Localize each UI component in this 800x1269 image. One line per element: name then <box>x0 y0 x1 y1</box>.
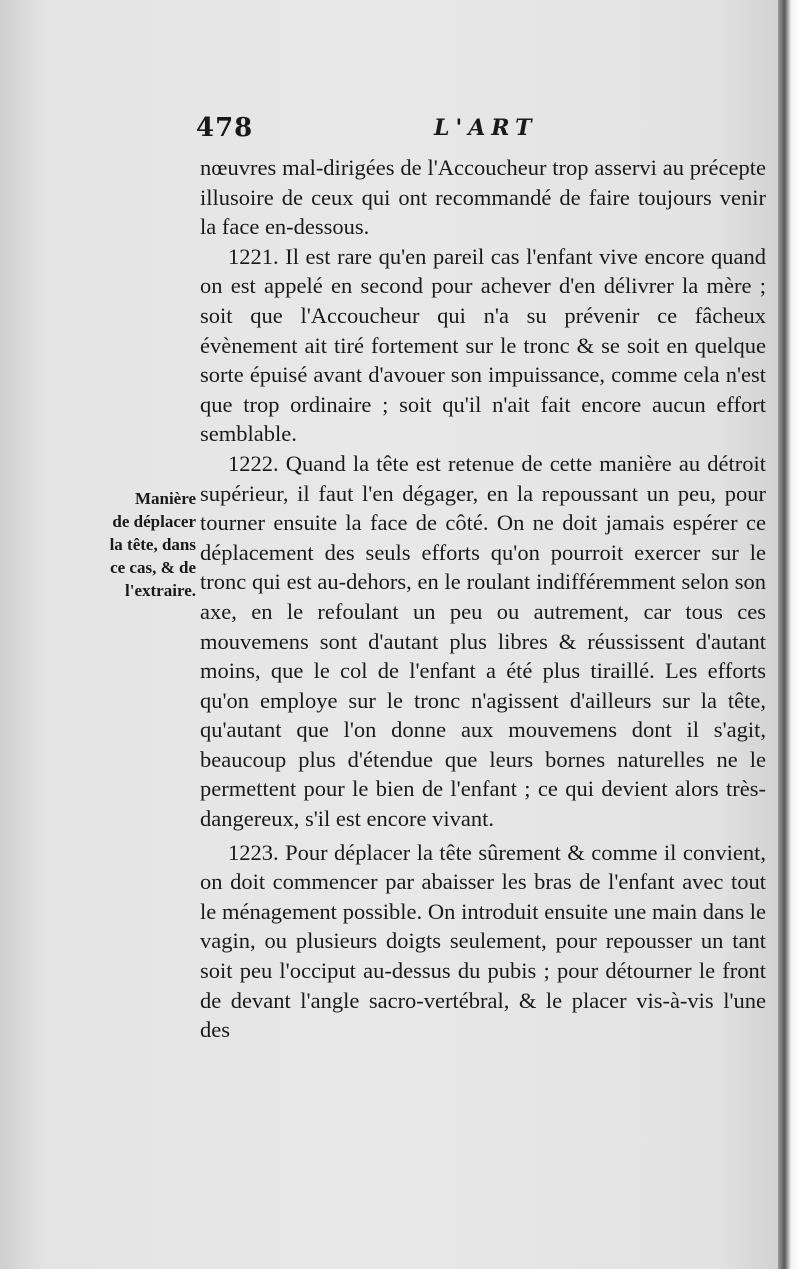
margin-note-line: Manière <box>134 489 196 508</box>
paragraph-continuation: nœuvres mal-dirigées de l'Accoucheur trop asservi au précepte illusoire de ceux qui ont recommandé de faire toujours venir la face en-dessous. <box>200 155 766 240</box>
margin-note-line: l'extraire. <box>125 581 196 600</box>
page-number: 478 <box>196 113 254 143</box>
paragraph-1222: 1222. Quand la tête est retenue de cette manière au détroit supérieur, il faut l'en dégager, en la repoussant un peu, pour tourner ensuite la face de côté. On ne doit jamais espérer ce déplacement des seuls efforts qu'on pourroit exercer sur le tronc qui est au-dehors, en le roulant indifféremment selon son axe, en le refoulant un peu ou autrement, car tous ces mouvemens sont d'autant plus libres & réussissent d'autant moins, que le col de l'enfant a été plus tiraillé. Les efforts qu'on employe sur le tronc n'agissent d'ailleurs sur la tête, qu'autant que l'on donne aux mouvemens dont il s'agit, beaucoup plus d'étendue que leurs bornes naturelles ne le permettent pour le bien de l'enfant ; ce qui devient alors très-dangereux, s'il est encore vivant. <box>200 450 766 832</box>
body-text <box>200 153 766 1045</box>
page-edge <box>778 0 800 1269</box>
paragraph-1221: 1221. Il est rare qu'en pareil cas l'enfant vive encore quand on est appelé en second pour achever d'en délivrer la mère ; soit que l'Accoucheur qui n'a su prévenir ce fâcheux évènement ait tiré fortement sur le tronc & se soit en quelque sorte épuisé avant d'avouer son impuissance, comme cela n'est que trop ordinaire ; soit qu'il n'ait fait encore aucun effort semblable. <box>200 243 766 447</box>
margin-note <box>78 487 196 602</box>
running-head: L'ART <box>434 115 538 141</box>
page-header <box>196 113 766 153</box>
margin-note-line: la tête, dans <box>109 535 196 554</box>
margin-note-line: de déplacer <box>112 512 196 531</box>
paragraph-1223: 1223. Pour déplacer la tête sûrement & comme il convient, on doit commencer par abaisser les bras de l'enfant avec tout le ménagement possible. On introduit ensuite une main dans le vagin, ou plusieurs doigts seulement, pour repousser un tant soit peu l'occiput au-dessus du pubis ; pour détourner le front de devant l'angle sacro-vertébral, & le placer vis-à-vis l'une des <box>200 839 766 1043</box>
margin-note-line: ce cas, & de <box>110 558 196 577</box>
